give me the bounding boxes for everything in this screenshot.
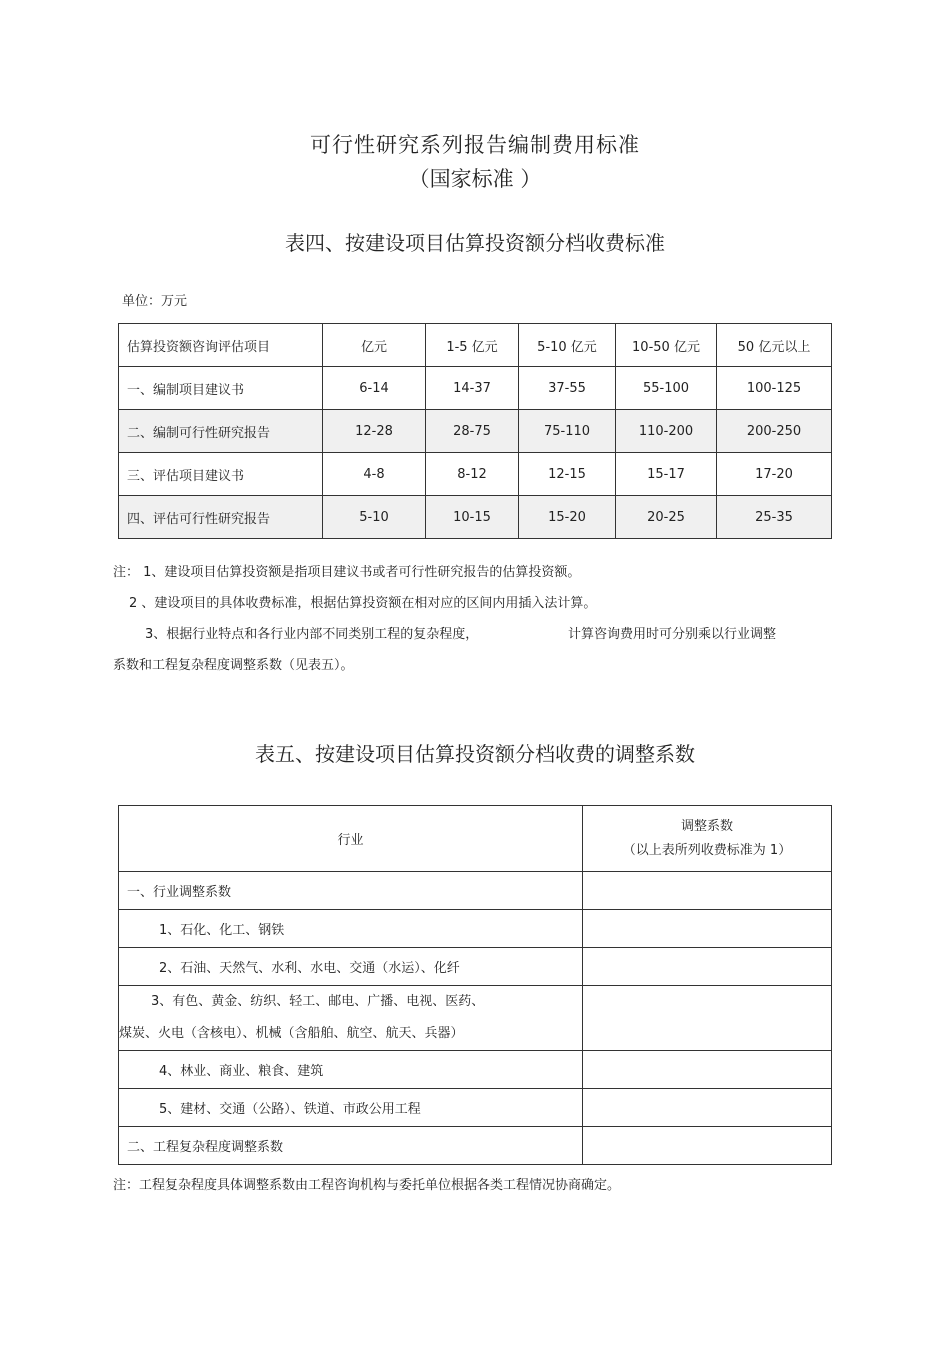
header-coefficient xyxy=(583,806,832,872)
table-cell: 25-35 xyxy=(717,496,832,539)
row-label: 一、行业调整系数 xyxy=(119,872,583,910)
row-label: 4、林业、商业、粮食、建筑 xyxy=(119,1051,583,1089)
table-cell: 12-28 xyxy=(323,410,426,453)
document-subtitle: （国家标准 ） xyxy=(408,167,542,191)
document-title: 可行性研究系列报告编制费用标准 xyxy=(310,133,640,157)
row-label-line-1: 3、有色、黄金、纺织、轻工、邮电、广播、电视、医药、 xyxy=(151,994,485,1009)
coefficient-cell xyxy=(583,1127,832,1165)
table-cell: 4-8 xyxy=(323,453,426,496)
header-cell: 5-10 亿元 xyxy=(519,324,616,367)
table-cell: 110-200 xyxy=(616,410,717,453)
table-cell: 6-14 xyxy=(323,367,426,410)
coefficient-cell xyxy=(583,948,832,986)
table-row xyxy=(119,410,832,453)
note-2: 2 、建设项目的具体收费标准，根据估算投资额在相对应的区间内用插入法计算。 xyxy=(129,596,597,611)
unit-label: 单位：万元 xyxy=(122,294,188,309)
coefficient-cell xyxy=(583,1089,832,1127)
table-row xyxy=(119,986,832,1051)
row-label xyxy=(119,986,583,1051)
table-cell: 17-20 xyxy=(717,453,832,496)
table-cell: 200-250 xyxy=(717,410,832,453)
table-row xyxy=(119,453,832,496)
table-cell: 15-17 xyxy=(616,453,717,496)
header-cell: 1-5 亿元 xyxy=(426,324,519,367)
header-industry: 行业 xyxy=(119,806,583,872)
table-cell: 14-37 xyxy=(426,367,519,410)
table-row xyxy=(119,1051,832,1089)
table-row xyxy=(119,496,832,539)
row-label: 二、编制可行性研究报告 xyxy=(119,410,323,453)
note-3-part-c: 系数和工程复杂程度调整系数（见表五）。 xyxy=(113,658,354,673)
coefficient-cell xyxy=(583,1051,832,1089)
coefficient-cell xyxy=(583,872,832,910)
table-row xyxy=(119,367,832,410)
table-row xyxy=(119,948,832,986)
table-cell: 28-75 xyxy=(426,410,519,453)
row-label: 一、编制项目建议书 xyxy=(119,367,323,410)
coefficient-cell xyxy=(583,986,832,1051)
table-cell: 5-10 xyxy=(323,496,426,539)
table-cell: 12-15 xyxy=(519,453,616,496)
header-cell: 10-50 亿元 xyxy=(616,324,717,367)
row-label: 1、石化、化工、钢铁 xyxy=(119,910,583,948)
row-label: 5、建材、交通（公路）、铁道、市政公用工程 xyxy=(119,1089,583,1127)
header-coefficient-title: 调整系数 xyxy=(680,818,733,834)
header-cell: 50 亿元以上 xyxy=(717,324,832,367)
header-cell: 估算投资额咨询评估项目 xyxy=(119,324,323,367)
row-label: 四、评估可行性研究报告 xyxy=(119,496,323,539)
table-cell: 8-12 xyxy=(426,453,519,496)
table-header-row xyxy=(119,324,832,367)
fee-standard-table xyxy=(118,323,832,539)
table-cell: 15-20 xyxy=(519,496,616,539)
table-cell: 37-55 xyxy=(519,367,616,410)
adjustment-coefficient-table xyxy=(118,805,832,1165)
table5-note: 注：工程复杂程度具体调整系数由工程咨询机构与委托单位根据各类工程情况协商确定。 xyxy=(113,1178,621,1193)
table-cell: 75-110 xyxy=(519,410,616,453)
table-header-row xyxy=(119,806,832,872)
table-row xyxy=(119,1089,832,1127)
coefficient-cell xyxy=(583,910,832,948)
table-row xyxy=(119,910,832,948)
table-cell: 20-25 xyxy=(616,496,717,539)
note-3-part-a: 3、根据行业特点和各行业内部不同类别工程的复杂程度， xyxy=(145,627,479,642)
table5-heading: 表五、按建设项目估算投资额分档收费的调整系数 xyxy=(255,742,695,766)
header-cell: 亿元 xyxy=(323,324,426,367)
table-row xyxy=(119,1127,832,1165)
table-cell: 55-100 xyxy=(616,367,717,410)
header-coefficient-note: （以上表所列收费标准为 1） xyxy=(622,842,792,858)
row-label-line-2: 煤炭、火电（含核电）、机械（含船舶、航空、航天、兵器） xyxy=(119,1026,464,1041)
table-cell: 100-125 xyxy=(717,367,832,410)
row-label: 2、石油、天然气、水利、水电、交通（水运）、化纤 xyxy=(119,948,583,986)
row-label: 二、工程复杂程度调整系数 xyxy=(119,1127,583,1165)
row-label: 三、评估项目建议书 xyxy=(119,453,323,496)
table-cell: 10-15 xyxy=(426,496,519,539)
table4-heading: 表四、按建设项目估算投资额分档收费标准 xyxy=(285,231,665,255)
note-1: 注： 1、建设项目估算投资额是指项目建议书或者可行性研究报告的估算投资额。 xyxy=(113,565,581,580)
note-3-part-b: 计算咨询费用时可分别乘以行业调整 xyxy=(568,627,777,642)
table-row xyxy=(119,872,832,910)
